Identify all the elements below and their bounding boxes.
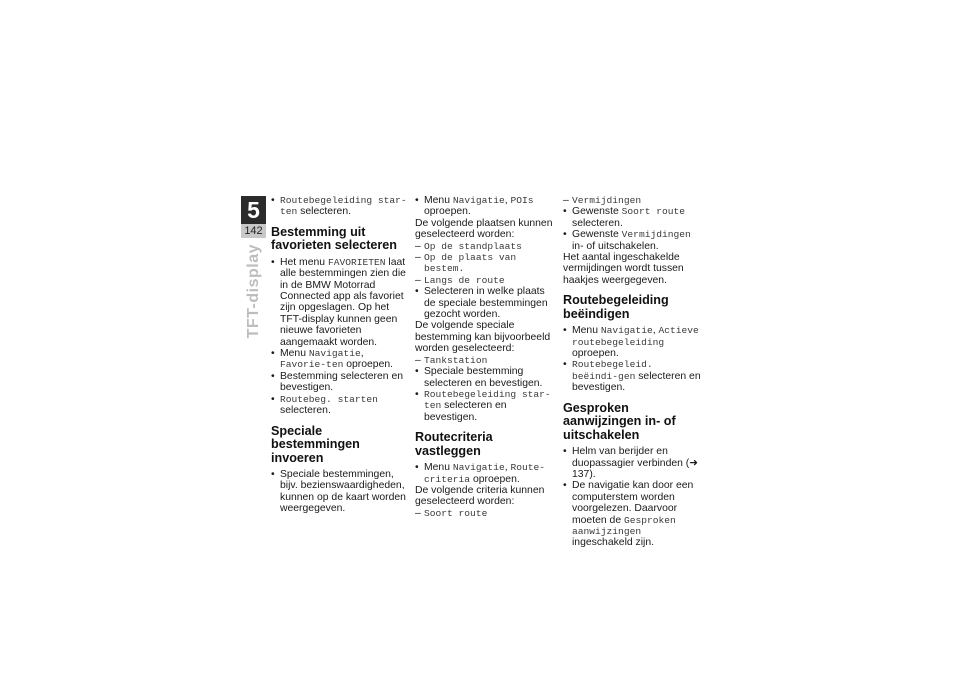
section-heading: Routecriteria vastleggen: [415, 430, 493, 458]
section-heading: Bestemming uit favorieten selecteren: [271, 224, 397, 253]
paragraph: De volgende plaatsen kunnen geselecteerd worden:: [415, 217, 553, 241]
list-item: • Routebegeleiding star-ten selecteren en bevestigen.: [415, 389, 555, 423]
list-item: – Op de plaats van bestem.: [415, 252, 555, 275]
list-item: • Menu Navigatie, Actieve routebegeleiding oproepen.: [563, 325, 703, 359]
list-item: • Menu Navigatie, POIs oproepen.: [415, 195, 555, 218]
list-item: • Het menu FAVORIETEN laat alle bestemmingen zien die in de BMW Motorrad Connected app als favoriet zijn opgeslagen. Op het TFT-display kunnen geen nieuwe favorieten aangemaakt worden.: [271, 257, 409, 348]
list-item: • Speciale bestemmingen, bijv. bezienswaardigheden, kunnen op de kaart worden weergegeven.: [271, 469, 409, 515]
page-reference-link[interactable]: 137: [572, 469, 590, 480]
chapter-sidebar: [241, 196, 266, 238]
list-item: – Langs de route: [415, 275, 555, 286]
list-item: • Selecteren in welke plaats de speciale bestemmingen gezocht worden.: [415, 286, 555, 320]
paragraph: Het aantal ingeschakelde vermijdingen wordt tussen haakjes weergegeven.: [563, 252, 684, 286]
section-heading: Routebegeleiding beëindigen: [563, 293, 669, 321]
section-label: TFT-display: [245, 244, 262, 339]
list-item: – Vermijdingen: [563, 195, 703, 206]
list-item: – Soort route: [415, 508, 555, 519]
text-column-3: [563, 195, 703, 549]
list-item: – Op de standplaats: [415, 241, 555, 252]
list-item: • Helm van berijder en duopassagier verbinden (➜ 137).: [563, 446, 703, 480]
page-number: 142: [241, 224, 266, 238]
text-column-1: [271, 195, 409, 515]
section-heading: Speciale bestemmingen invoeren: [271, 423, 360, 465]
list-item: • Routebeg. starten selecteren.: [271, 394, 409, 417]
arrow-right-icon: ➜: [689, 457, 698, 469]
section-heading: Gesproken aanwijzingen in- of uitschakelen: [563, 400, 676, 442]
text-column-2: [415, 195, 555, 519]
list-item: • De navigatie kan door een computerstem worden voorgelezen. Daarvoor moeten de Gesproken aanwijzingen ingeschakeld zijn.: [563, 480, 703, 548]
list-item: • Speciale bestemming selecteren en bevestigen.: [415, 366, 555, 389]
list-item: • Bestemming selecteren en bevestigen.: [271, 371, 409, 394]
paragraph: De volgende criteria kunnen geselecteerd worden:: [415, 484, 545, 508]
list-item: • Gewenste Vermijdingen in- of uitschakelen.: [563, 229, 703, 252]
list-item: – Tankstation: [415, 355, 555, 366]
list-item: • Routebegeleid. beëindi-gen selecteren en bevestigen.: [563, 359, 703, 393]
list-item: • Menu Navigatie, Favorie-ten oproepen.: [271, 348, 409, 371]
list-item: • Routebegeleiding star-ten selecteren.: [271, 195, 409, 218]
paragraph: De volgende speciale bestemming kan bijvoorbeeld worden geselecteerd:: [415, 320, 551, 355]
list-item: • Gewenste Soort route selecteren.: [563, 206, 703, 229]
chapter-number: 5: [241, 196, 266, 224]
list-item: • Menu Navigatie, Route-criteria oproepen.: [415, 462, 555, 485]
